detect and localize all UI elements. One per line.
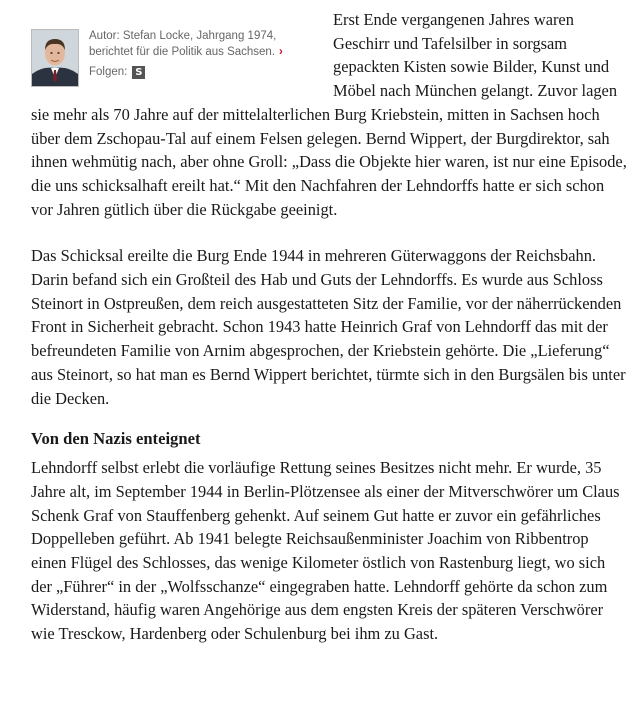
author-line-1: Autor: Stefan Locke, Jahrgang 1974, (89, 30, 277, 42)
section-heading: Von den Nazis enteignet (31, 429, 201, 449)
author-photo[interactable] (31, 29, 79, 87)
author-line-2-text[interactable]: berichtet für die Politik aus Sachsen. (89, 46, 276, 58)
follow-row (89, 64, 321, 80)
paragraph-3: Lehndorff selbst erlebt die vorläufige Rettung seines Besitzes nicht mehr. Er wurde, 35 Jahre alt, im September 1944 in Berlin-Plötzensee als einer der Mitverschwörer um Claus Schenk Graf von Stauffenberg gehenkt. Auf seinem Gut hatte er zuvor ein gefährliches Doppelleben geführt. Ab 1941 belegte Reichsaußenminister Joachim von Ribbentrop einen Flügel des Schlosses, das wenige Kilometer östlich von Rastenburg liegt, wo sich der „Führer“ in der „Wolfsschanze“ eingegraben hatte. Lehndorff gehörte da schon zum Widerstand, häufig waren Angehörige aus dem engsten Kreis der späteren Verschwörer wie Tresckow, Hardenberg oder Schulenburg bei ihm zu Gast. (31, 458, 620, 644)
author-box (31, 10, 321, 92)
paragraph-1: Erst Ende vergangenen Jahres waren Geschirr und Tafelsilber in sorgsam gepackten Kisten sowie Bilder, Kunst und Möbel nach München gelangt. Zuvor lagen sie mehr als 70 Jahre auf der mittelalterlichen Burg Kriebstein, mitten in Sachsen hoch über dem Zschopau-Tal auf einem Felsen gelegen. Bernd Wippert, der Burgdirektor, sah ihnen wehmütig nach, aber ohne Groll: „Dass die Objekte hier waren, ist nur eine Episode, die uns schicksalhaft ereilt hat.“ Mit den Nachfahren der Lehndorffs hatte er sich schon vor Jahren gütlich über die Rückgabe geeinigt. (31, 10, 627, 219)
author-portrait-icon (32, 30, 78, 86)
author-line-2[interactable] (89, 44, 321, 60)
article-body (31, 8, 627, 646)
author-meta (89, 28, 321, 80)
follow-label: Folgen: (89, 66, 128, 78)
follow-icon[interactable]: S (132, 66, 145, 79)
chevron-right-icon[interactable]: › (279, 46, 283, 58)
paragraph-2: Das Schicksal ereilte die Burg Ende 1944 in mehreren Güterwaggons der Reichsbahn. Darin befand sich ein Großteil des Hab und Guts der Lehndorffs. Es wurde aus Schloss Steinort in Ostpreußen, dem reich ausgestatteten Sitz der Familie, vor der näherrückenden Front in Sicherheit gebracht. Schon 1943 hatte Heinrich Graf von Lehndorff das mit der befreundeten Familie von Arnim abgesprochen, der Kriebstein gehörte. Die „Lieferung“ aus Steinort, so hat man es Bernd Wippert berichtet, türmte sich in den Burgsälen bis unter die Decken. (31, 246, 626, 408)
